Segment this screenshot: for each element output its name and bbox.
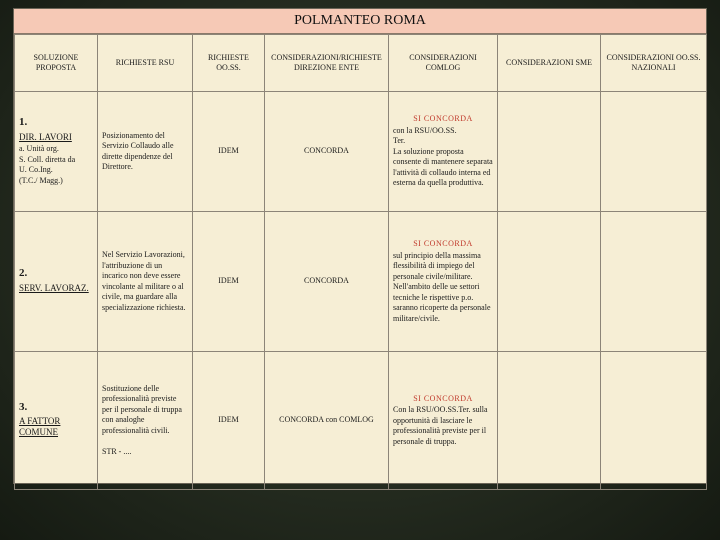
column-header: CONSIDERAZIONI OO.SS. NAZIONALI bbox=[601, 35, 707, 92]
table-row bbox=[15, 212, 707, 352]
comlog-text: con la RSU/OO.SS. Ter. La soluzione proposta consente di mantenere separata l'attività di collaudo interna ed esterna da quella produttiva. bbox=[393, 125, 493, 188]
solution-cell bbox=[15, 212, 98, 352]
nazionali-cell bbox=[601, 92, 707, 212]
table-row bbox=[15, 352, 707, 490]
comlog-cell bbox=[389, 212, 498, 352]
sme-cell bbox=[498, 92, 601, 212]
row-title: SERV. LAVORAZ. bbox=[19, 282, 89, 293]
row-number: 3. bbox=[19, 400, 28, 413]
comlog-text: Con la RSU/OO.SS.Ter. sulla opportunità di lasciare le professionalità previste per il personale di truppa. bbox=[393, 405, 488, 446]
comlog-text: sul principio della massima flessibilità di impiego del personale civile/militare. Nell'ambito delle ue settori tecniche le rispettive p.o. saranno ricoperte da personale militare/civile. bbox=[393, 250, 491, 323]
comlog-cell bbox=[389, 92, 498, 212]
comlog-heading: SI CONCORDA bbox=[413, 393, 473, 403]
rsu-cell: Posizionamento del Servizio Collaudo alle dirette dipendenze del Direttore. bbox=[98, 92, 193, 212]
column-header: CONSIDERAZIONI COMLOG bbox=[389, 35, 498, 92]
row-number: 1. bbox=[19, 116, 28, 128]
ooss-cell: IDEM bbox=[193, 352, 265, 490]
comlog-cell bbox=[389, 352, 498, 490]
nazionali-cell bbox=[601, 212, 707, 352]
row-detail: a. Unità org. S. Coll. diretta da U. Co.Ing. (T.C./ Magg.) bbox=[19, 144, 76, 185]
table-header-row bbox=[15, 35, 707, 92]
comparison-table bbox=[14, 34, 707, 490]
direzione-cell: CONCORDA bbox=[265, 92, 389, 212]
rsu-cell: Nel Servizio Lavorazioni, l'attribuzione di un incarico non deve essere vincolante al militare o al civile, ma guardare alla specializzazione richiesta. bbox=[98, 212, 193, 352]
row-title: DIR. LAVORI bbox=[19, 131, 72, 142]
direzione-cell: CONCORDA con COMLOG bbox=[265, 352, 389, 490]
comlog-heading: SI CONCORDA bbox=[413, 239, 473, 248]
slide bbox=[13, 8, 707, 484]
direzione-cell: CONCORDA bbox=[265, 212, 389, 352]
page-title: POLMANTEO ROMA bbox=[14, 9, 706, 34]
row-number: 2. bbox=[19, 267, 28, 279]
comlog-heading: SI CONCORDA bbox=[413, 114, 473, 124]
nazionali-cell bbox=[601, 352, 707, 490]
solution-cell bbox=[15, 92, 98, 212]
column-header: CONSIDERAZIONI SME bbox=[498, 35, 601, 92]
ooss-cell: IDEM bbox=[193, 212, 265, 352]
rsu-cell: Sostituzione delle professionalità previste per il personale di truppa con analoghe professionalità civili. STR - .... bbox=[98, 352, 193, 490]
column-header: RICHIESTE RSU bbox=[98, 35, 193, 92]
table-row bbox=[15, 92, 707, 212]
sme-cell bbox=[498, 212, 601, 352]
ooss-cell: IDEM bbox=[193, 92, 265, 212]
column-header: RICHIESTE OO.SS. bbox=[193, 35, 265, 92]
column-header: CONSIDERAZIONI/RICHIESTE DIREZIONE ENTE bbox=[265, 35, 389, 92]
solution-cell bbox=[15, 352, 98, 490]
column-header: SOLUZIONE PROPOSTA bbox=[15, 35, 98, 92]
sme-cell bbox=[498, 352, 601, 490]
row-title: A FATTOR COMUNE bbox=[19, 416, 61, 437]
